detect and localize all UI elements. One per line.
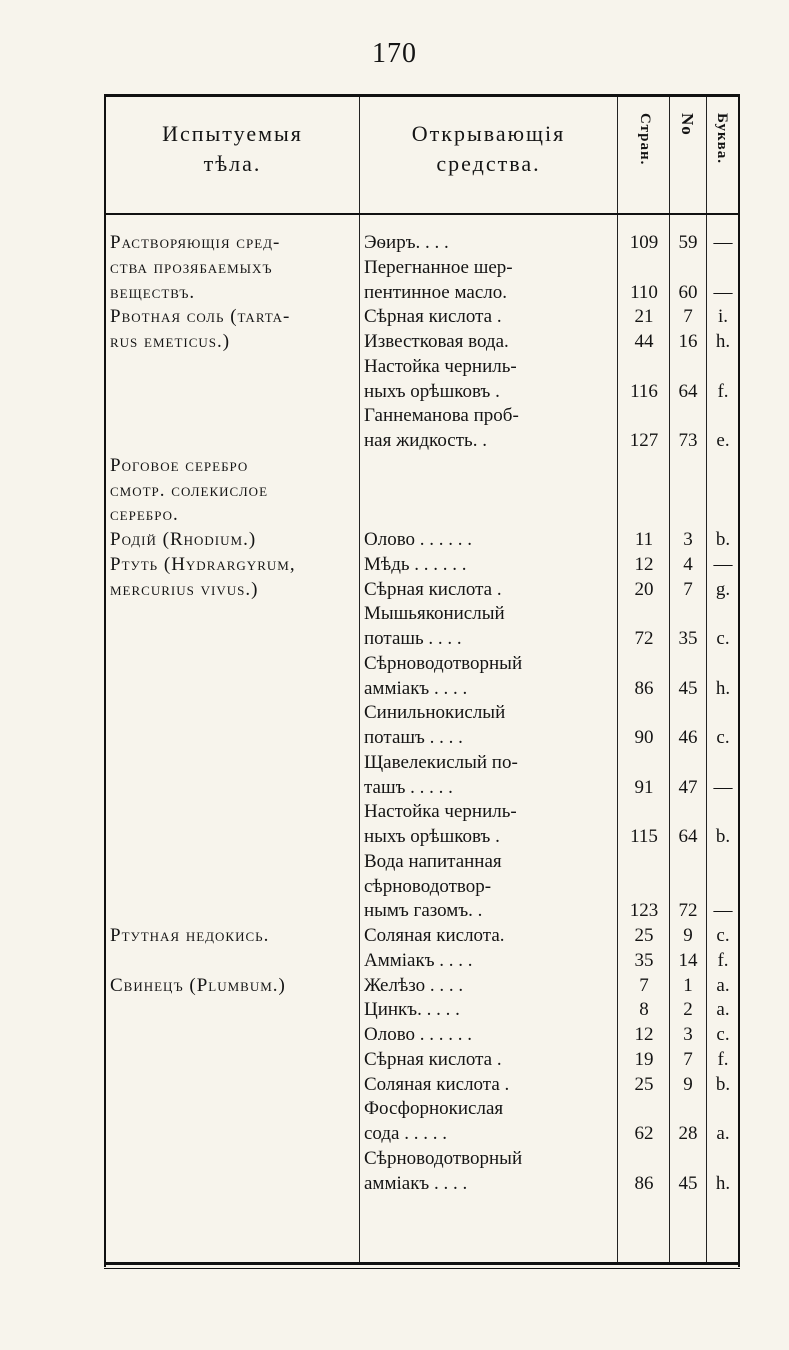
number-cell: 64	[678, 380, 698, 402]
table-row	[106, 998, 738, 1022]
number-cell: 46	[678, 727, 698, 748]
header-tested-bodies-line2: тѣла.	[203, 151, 262, 176]
page-cell: 110	[630, 281, 658, 303]
header-tested-bodies	[106, 119, 359, 179]
number-cell: 47	[678, 776, 698, 798]
table-row	[106, 1122, 738, 1146]
letter-cell: —	[713, 281, 733, 303]
reagent-cell: Ганнеманова проб-	[364, 405, 519, 427]
reagent-cell: сѣрноводотвор-	[364, 875, 492, 897]
tested-body-cell: Растворяющія сред-	[110, 232, 281, 253]
table-row	[106, 330, 738, 354]
tested-body-cell: Родій (Rhodium.)	[110, 529, 257, 550]
bottom-rule	[104, 1262, 740, 1265]
tested-body-cell: ства прозябаемыхъ	[110, 256, 273, 278]
table-row	[106, 899, 738, 923]
tested-body-cell: Роговое серебро	[110, 454, 249, 476]
table-row	[106, 1147, 738, 1171]
table-row	[106, 404, 738, 428]
reagent-cell: Соляная кислота .	[364, 1073, 510, 1095]
table-row	[106, 1097, 738, 1121]
table-row	[106, 479, 738, 503]
reagent-cell: амміакъ . . . .	[364, 677, 468, 699]
reagent-cell: Эѳиръ. . . .	[364, 232, 449, 253]
reagent-cell: ташъ . . . . .	[364, 776, 453, 798]
page-cell: 72	[634, 628, 654, 649]
table-row	[106, 776, 738, 800]
number-cell: 35	[678, 628, 698, 649]
letter-cell: f.	[717, 1048, 729, 1070]
table-row	[106, 800, 738, 824]
table-row	[106, 924, 738, 948]
letter-cell: h.	[715, 677, 731, 699]
tested-body-cell: Свинецъ (Plumbum.)	[110, 974, 286, 996]
reagent-cell: Амміакъ . . . .	[364, 949, 473, 971]
table-row	[106, 677, 738, 701]
reagent-cell: Вода напитанная	[364, 850, 502, 872]
table-row	[106, 578, 738, 602]
table-row	[106, 553, 738, 577]
letter-cell: a.	[716, 999, 730, 1021]
table-row	[106, 281, 738, 305]
page-cell: 115	[630, 826, 658, 847]
number-cell: 7	[683, 1048, 693, 1070]
page-cell: 127	[629, 430, 659, 451]
page-cell: 12	[634, 1024, 654, 1045]
letter-cell: c.	[716, 727, 730, 748]
table-row	[106, 1073, 738, 1097]
reagent-cell: Желѣзо . . . .	[364, 974, 464, 996]
letter-cell: e.	[716, 430, 730, 451]
table-row	[106, 1048, 738, 1072]
page-cell: 86	[634, 1172, 654, 1194]
table-row	[106, 652, 738, 676]
reagent-cell: Перегнанное шер-	[364, 256, 513, 278]
number-cell: 14	[678, 949, 698, 971]
number-cell: 28	[678, 1123, 698, 1144]
page-cell: 7	[639, 974, 649, 996]
letter-cell: g.	[715, 578, 731, 600]
number-cell: 2	[683, 999, 693, 1021]
letter-cell: h.	[715, 1172, 731, 1194]
reagent-cell: Сѣрная кислота .	[364, 578, 502, 600]
number-cell: 45	[678, 677, 698, 699]
reagent-cell: Щавелекислый по-	[364, 751, 518, 773]
number-cell: 3	[683, 529, 693, 550]
number-cell: 7	[683, 306, 693, 328]
table-row	[106, 850, 738, 874]
reagent-cell: Настойка черниль-	[364, 801, 517, 823]
page-cell: 109	[629, 232, 659, 253]
letter-cell: b.	[715, 826, 731, 847]
reagent-cell: нымъ газомъ. .	[364, 900, 483, 922]
page-cell: 25	[634, 1073, 654, 1095]
reagent-cell: поташь . . . .	[364, 628, 462, 649]
reagent-cell: Настойка черниль-	[364, 355, 517, 377]
table-row	[106, 875, 738, 899]
letter-cell: h.	[715, 331, 731, 352]
reagent-table	[104, 94, 740, 1267]
page-cell: 90	[634, 727, 654, 748]
number-cell: 9	[683, 1073, 693, 1095]
page-cell: 21	[634, 306, 654, 328]
table-row	[106, 974, 738, 998]
letter-cell: b.	[715, 529, 731, 550]
header-letter: Буква.	[714, 113, 730, 165]
header-reagents-line1: Открывающія	[411, 121, 566, 146]
header-number: No	[678, 113, 697, 136]
table-row	[106, 380, 738, 404]
reagent-cell: амміакъ . . . .	[364, 1172, 468, 1194]
reagent-cell: Известковая вода.	[364, 331, 509, 352]
reagent-cell: Фосфорнокислая	[364, 1098, 504, 1120]
number-cell: 73	[678, 430, 698, 451]
table-row	[106, 825, 738, 849]
tested-body-cell: Ртутная недокись.	[110, 925, 270, 946]
page-cell: 62	[634, 1123, 654, 1144]
page-cell: 20	[634, 578, 654, 600]
page-cell: 11	[634, 529, 654, 550]
number-cell: 64	[678, 826, 698, 847]
letter-cell: f.	[717, 949, 729, 971]
reagent-cell: ная жидкость. .	[364, 430, 487, 451]
reagent-cell: Сѣрноводотворный	[364, 652, 523, 674]
reagent-cell: Мѣдь . . . . . .	[364, 553, 467, 575]
reagent-cell: Синильнокислый	[364, 702, 506, 724]
page-cell: 35	[634, 949, 654, 971]
number-cell: 16	[678, 331, 698, 352]
reagent-cell: ныхъ орѣшковъ .	[364, 380, 500, 402]
reagent-cell: сода . . . . .	[364, 1123, 447, 1144]
table-row	[106, 726, 738, 750]
letter-cell: —	[713, 900, 733, 922]
table-row	[106, 429, 738, 453]
table-row	[106, 355, 738, 379]
header-reagents	[360, 119, 617, 179]
tested-body-cell: rus emeticus.)	[110, 331, 231, 352]
table-row	[106, 454, 738, 478]
page-cell: 123	[629, 900, 659, 922]
page-cell: 86	[634, 677, 654, 699]
table-row	[106, 503, 738, 527]
reagent-cell: ныхъ орѣшковъ .	[364, 826, 500, 847]
bottom-rule-thin	[104, 1268, 740, 1269]
tested-body-cell: Рвотная соль (tarta-	[110, 306, 291, 328]
number-cell: 59	[678, 232, 698, 253]
header-reagents-line2: средства.	[436, 151, 541, 176]
letter-cell: i.	[717, 306, 729, 328]
tested-body-cell: mercurius vivus.)	[110, 578, 259, 600]
reagent-cell: пентинное масло.	[364, 281, 507, 303]
letter-cell: c.	[716, 628, 730, 649]
tested-body-cell: Ртуть (Hydrargyrum,	[110, 553, 296, 575]
page-cell: 19	[634, 1048, 654, 1070]
number-cell: 45	[678, 1172, 698, 1194]
header-tested-bodies-line1: Испытуемыя	[162, 121, 303, 146]
reagent-cell: Олово . . . . . .	[364, 1024, 473, 1045]
table-row	[106, 602, 738, 626]
letter-cell: a.	[716, 974, 730, 996]
letter-cell: —	[713, 232, 733, 253]
table-row	[106, 751, 738, 775]
page-cell: 25	[634, 925, 654, 946]
number-cell: 4	[683, 553, 693, 575]
table-row	[106, 231, 738, 255]
number-cell: 3	[683, 1024, 693, 1045]
letter-cell: b.	[715, 1073, 731, 1095]
letter-cell: a.	[716, 1123, 730, 1144]
page-cell: 116	[630, 380, 658, 402]
reagent-cell: Соляная кислота.	[364, 925, 505, 946]
table-row	[106, 305, 738, 329]
page-cell: 44	[634, 331, 654, 352]
number-cell: 9	[683, 925, 693, 946]
tested-body-cell: смотр. солекислое	[110, 479, 269, 501]
letter-cell: —	[713, 553, 733, 575]
tested-body-cell: веществъ.	[110, 281, 196, 303]
reagent-cell: поташъ . . . .	[364, 727, 463, 748]
letter-cell: c.	[716, 925, 730, 946]
page-number: 170	[372, 38, 417, 69]
number-cell: 60	[678, 281, 698, 303]
page-cell: 12	[634, 553, 654, 575]
number-cell: 7	[683, 578, 693, 600]
header-rule	[106, 213, 738, 215]
table-row	[106, 528, 738, 552]
table-row	[106, 1172, 738, 1196]
letter-cell: —	[713, 776, 733, 798]
table-row	[106, 256, 738, 280]
letter-cell: f.	[717, 380, 729, 402]
reagent-cell: Мышьяконислый	[364, 603, 505, 625]
table-row	[106, 701, 738, 725]
page-cell: 91	[634, 776, 654, 798]
letter-cell: c.	[716, 1024, 730, 1045]
reagent-cell: Сѣрная кислота .	[364, 306, 502, 328]
reagent-cell: Сѣрная кислота .	[364, 1048, 502, 1070]
reagent-cell: Сѣрноводотворный	[364, 1147, 523, 1169]
table-row	[106, 1023, 738, 1047]
reagent-cell: Олово . . . . . .	[364, 529, 473, 550]
header-page: Стран.	[637, 113, 653, 166]
page-cell: 8	[639, 999, 649, 1021]
number-cell: 72	[678, 900, 698, 922]
table-row	[106, 949, 738, 973]
tested-body-cell: серебро.	[110, 504, 179, 526]
table-row	[106, 627, 738, 651]
number-cell: 1	[683, 974, 693, 996]
reagent-cell: Цинкъ. . . . .	[364, 999, 460, 1021]
